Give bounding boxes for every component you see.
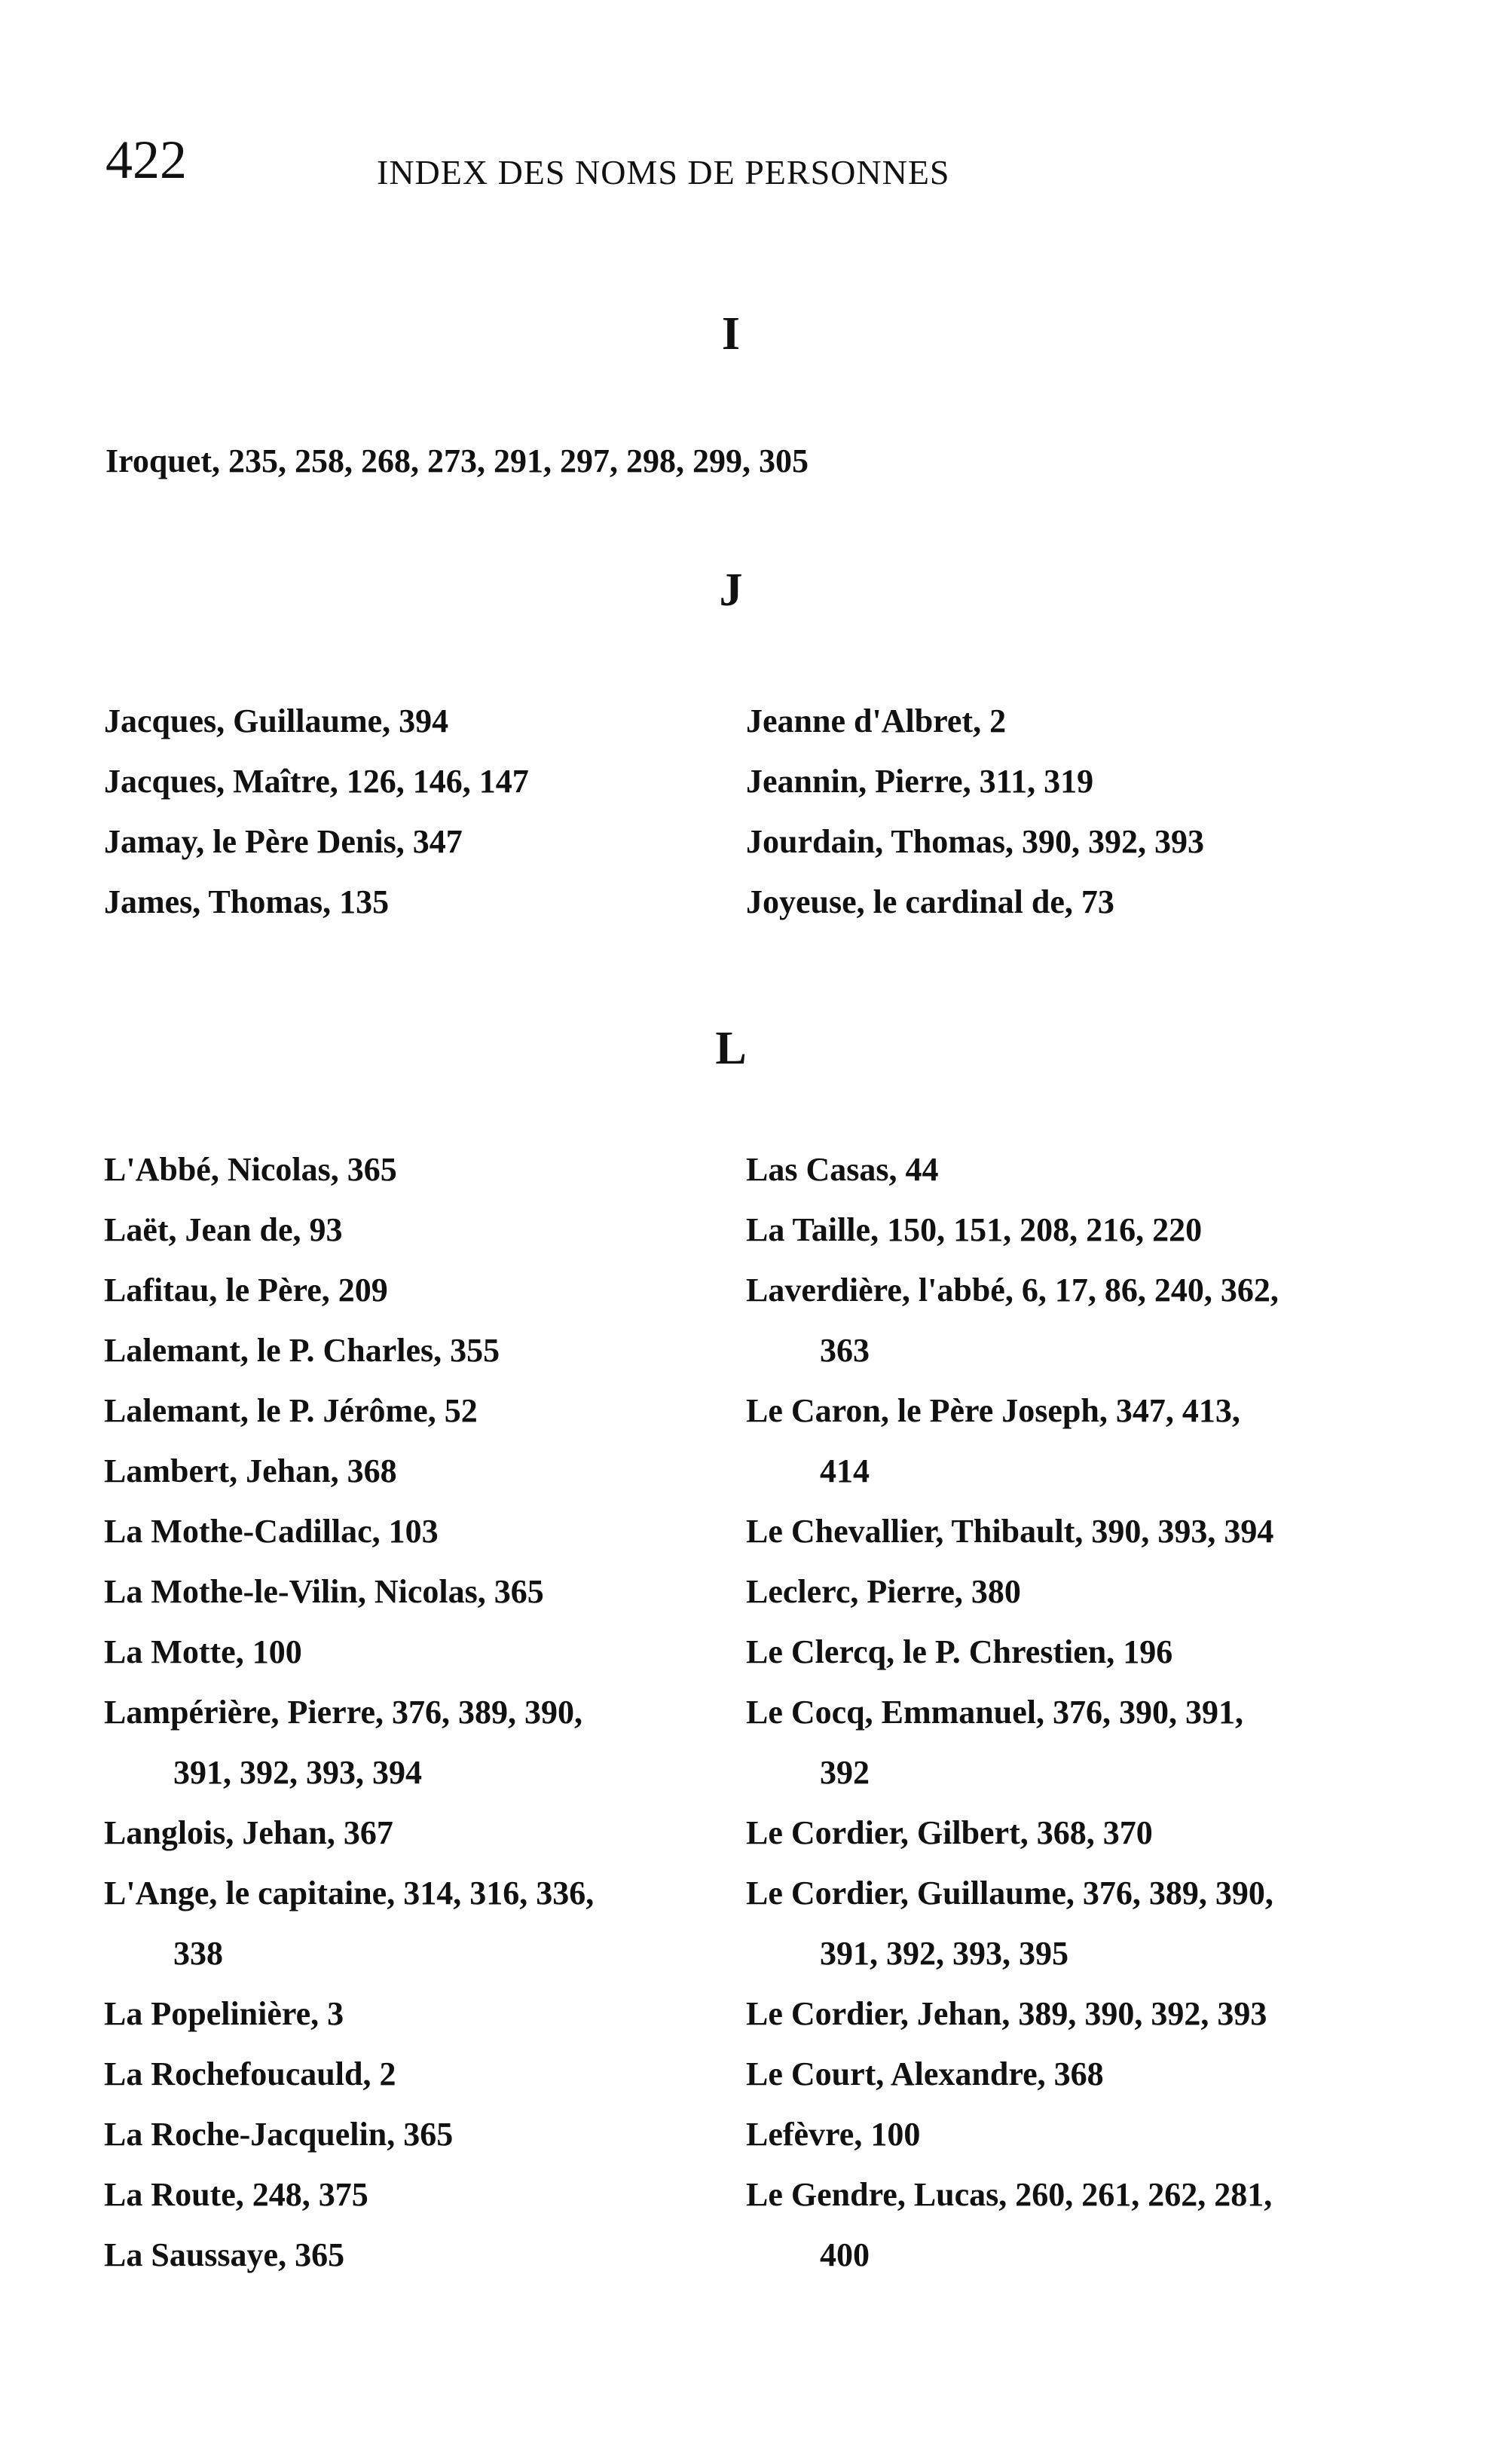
index-entry: Lambert, Jehan, 368 [104,1452,397,1489]
index-entry: L'Abbé, Nicolas, 365 [104,1151,397,1188]
index-entry: La Mothe-le-Vilin, Nicolas, 365 [104,1573,544,1610]
index-entry-continuation: 338 [173,1935,223,1972]
running-head: INDEX DES NOMS DE PERSONNES [377,153,950,191]
index-entry: Jacques, Maître, 126, 146, 147 [104,763,529,800]
index-entry: Jourdain, Thomas, 390, 392, 393 [746,823,1204,860]
index-entry: La Route, 248, 375 [104,2176,368,2213]
index-entry: Jamay, le Père Denis, 347 [104,823,463,860]
index-entry: La Rochefoucauld, 2 [104,2055,396,2092]
index-entry-continuation: 363 [820,1332,870,1369]
index-entry-continuation: 414 [820,1452,870,1489]
index-entry-continuation: 391, 392, 393, 394 [173,1754,422,1791]
index-entry: Le Caron, le Père Joseph, 347, 413, [746,1392,1240,1429]
index-entry: La Mothe-Cadillac, 103 [104,1513,439,1550]
index-entry: Le Cordier, Jehan, 389, 390, 392, 393 [746,1995,1267,2032]
section-heading-l: L [715,1023,747,1074]
index-entry: Las Casas, 44 [746,1151,939,1188]
index-entry: Langlois, Jehan, 367 [104,1814,393,1851]
index-entry: Le Chevallier, Thibault, 390, 393, 394 [746,1513,1274,1550]
index-entry: Jeannin, Pierre, 311, 319 [746,763,1094,800]
index-entry-continuation: 400 [820,2236,870,2273]
index-entry: Le Cordier, Gilbert, 368, 370 [746,1814,1153,1851]
index-entry: La Motte, 100 [104,1633,302,1670]
index-entry: Lalemant, le P. Charles, 355 [104,1332,500,1369]
index-entry-continuation: 392 [820,1754,870,1791]
index-entry: Laverdière, l'abbé, 6, 17, 86, 240, 362, [746,1272,1279,1309]
index-entry: Le Gendre, Lucas, 260, 261, 262, 281, [746,2176,1273,2213]
index-entry: Lafitau, le Père, 209 [104,1272,388,1309]
index-entry: La Popelinière, 3 [104,1995,344,2032]
index-entry: Lampérière, Pierre, 376, 389, 390, [104,1694,582,1731]
index-entry: L'Ange, le capitaine, 314, 316, 336, [104,1875,595,1912]
section-heading-i: I [721,308,741,360]
index-entry: Jeanne d'Albret, 2 [746,702,1007,739]
index-entry: Iroquet, 235, 258, 268, 273, 291, 297, 298, 299, 305 [105,442,809,479]
index-entry: Le Cocq, Emmanuel, 376, 390, 391, [746,1694,1243,1731]
index-entry: La Taille, 150, 151, 208, 216, 220 [746,1211,1203,1248]
index-entry: Le Court, Alexandre, 368 [746,2055,1104,2092]
index-entry: Laët, Jean de, 93 [104,1211,343,1248]
index-entry: Jacques, Guillaume, 394 [104,702,449,739]
section-heading-j: J [719,565,743,616]
index-entry: Leclerc, Pierre, 380 [746,1573,1021,1610]
index-entry: La Saussaye, 365 [104,2236,345,2273]
index-entry: James, Thomas, 135 [104,883,390,920]
index-entry: Le Clercq, le P. Chrestien, 196 [746,1633,1173,1670]
index-entry-continuation: 391, 392, 393, 395 [820,1935,1068,1972]
index-entry: Lefèvre, 100 [746,2116,921,2153]
index-entry: Joyeuse, le cardinal de, 73 [746,883,1114,920]
index-entry: Lalemant, le P. Jérôme, 52 [104,1392,478,1429]
page-number: 422 [105,130,187,190]
index-entry: La Roche-Jacquelin, 365 [104,2116,454,2153]
index-entry: Le Cordier, Guillaume, 376, 389, 390, [746,1875,1273,1912]
